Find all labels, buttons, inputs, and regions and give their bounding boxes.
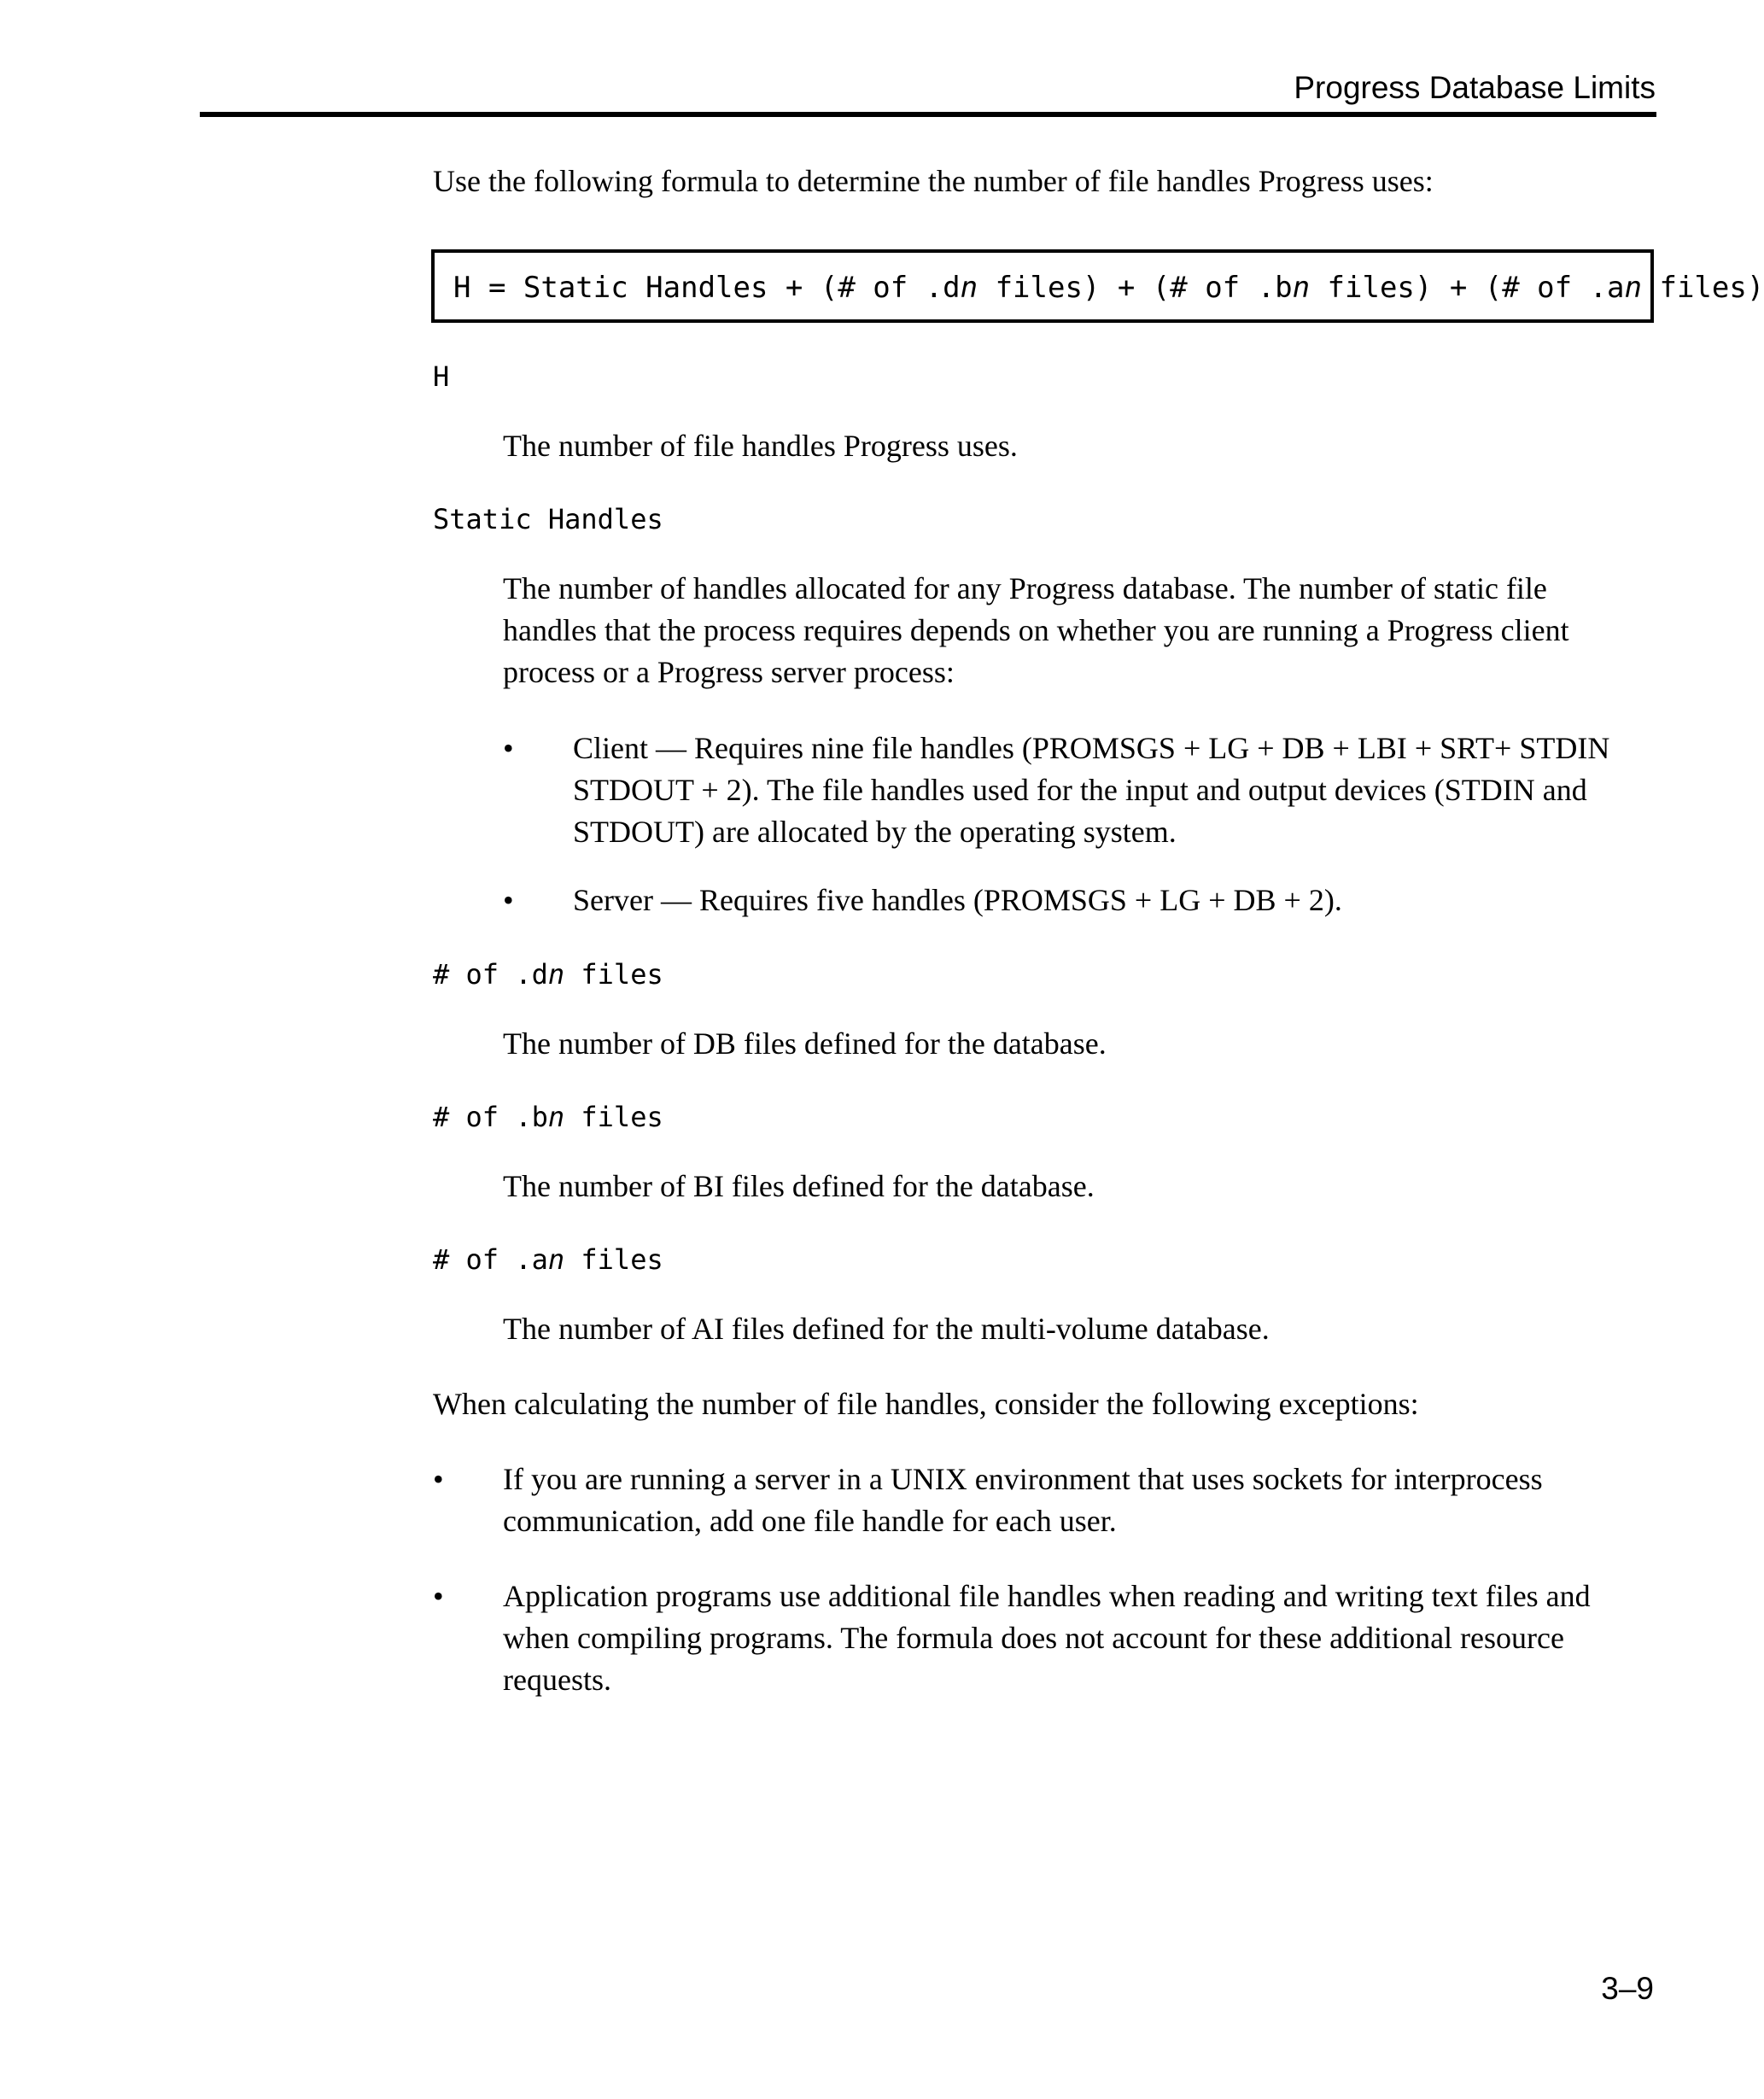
running-header-title: Progress Database Limits xyxy=(1294,70,1656,105)
definition-an-files: The number of AI files defined for the multi-volume database. xyxy=(503,1312,1270,1346)
list-item-unix-sockets-line-1: If you are running a server in a UNIX environment that uses sockets for interprocess xyxy=(503,1462,1543,1496)
list-item-client-line-1: Client — Requires nine file handles (PROMSGS + LG + DB + LBI + SRT+ STDIN xyxy=(573,731,1610,765)
header-rule xyxy=(200,112,1656,117)
definition-h: The number of file handles Progress uses. xyxy=(503,429,1018,463)
term-h: H xyxy=(433,360,450,393)
definition-static-handles-line-1: The number of handles allocated for any Progress database. The number of static file xyxy=(503,571,1547,605)
definition-static-handles-line-2: handles that the process requires depends on whether you are running a Progress client xyxy=(503,613,1569,647)
list-item-unix-sockets-line-2: communication, add one file handle for each user. xyxy=(503,1504,1117,1538)
page-number: 3–9 xyxy=(1601,1971,1654,2006)
list-item-server-line-1: Server — Requires five handles (PROMSGS + LG + DB + 2). xyxy=(573,883,1342,917)
list-item-client-line-2: STDOUT + 2). The file handles used for the input and output devices (STDIN and xyxy=(573,773,1587,807)
formula-text: H = Static Handles + (# of .dn files) + (# of .bn files) + (# of .an files) xyxy=(453,271,1764,305)
term-dn-files: # of .dn files xyxy=(433,958,663,991)
intro-paragraph: Use the following formula to determine the number of file handles Progress uses: xyxy=(433,164,1434,198)
formula-box xyxy=(431,249,1764,323)
bullet-marker: • xyxy=(503,883,514,917)
list-item-application-programs-line-3: requests. xyxy=(503,1663,611,1697)
list-item-application-programs-line-2: when compiling programs. The formula does not account for these additional resource xyxy=(503,1621,1564,1655)
bullet-marker: • xyxy=(503,731,514,765)
bullet-marker: • xyxy=(433,1579,444,1613)
definition-static-handles-line-3: process or a Progress server process: xyxy=(503,655,955,689)
list-item-application-programs-line-1: Application programs use additional file handles when reading and writing text files and xyxy=(503,1579,1591,1613)
term-bn-files: # of .bn files xyxy=(433,1101,663,1133)
bullet-marker: • xyxy=(433,1462,444,1496)
term-an-files: # of .an files xyxy=(433,1243,663,1276)
list-item-client-line-3: STDOUT) are allocated by the operating system. xyxy=(573,815,1177,849)
exceptions-intro: When calculating the number of file handles, consider the following exceptions: xyxy=(433,1387,1419,1421)
term-static-handles: Static Handles xyxy=(433,503,663,535)
definition-bn-files: The number of BI files defined for the database. xyxy=(503,1169,1095,1203)
definition-dn-files: The number of DB files defined for the database. xyxy=(503,1026,1107,1061)
